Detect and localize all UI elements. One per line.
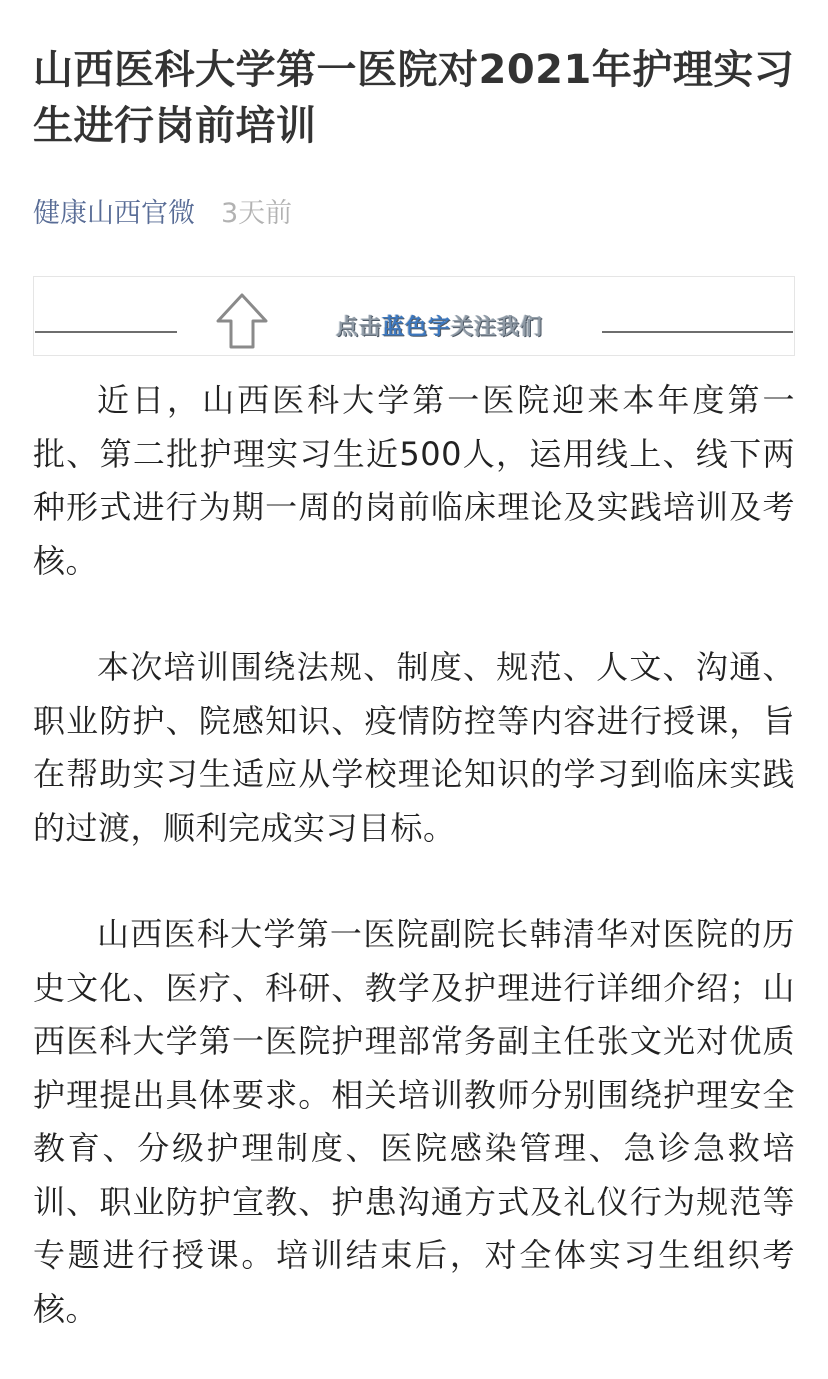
article-title: 山西医科大学第一医院对2021年护理实习生进行岗前培训 bbox=[33, 47, 795, 149]
follow-highlight: 蓝色字 bbox=[382, 315, 452, 340]
banner-divider-right bbox=[602, 331, 793, 333]
paragraph: 近日，山西医科大学第一医院迎来本年度第一批、第二批护理实习生近500人，运用线上、线下两种形式进行为期一周的岗前临床理论及实践培训及考核。 bbox=[33, 381, 795, 580]
publish-time: 3天前 bbox=[221, 197, 293, 229]
up-arrow-icon bbox=[214, 291, 270, 351]
follow-prefix: 点击 bbox=[336, 315, 383, 340]
article-meta bbox=[33, 192, 795, 228]
article-content bbox=[33, 374, 795, 1336]
banner-divider-left bbox=[35, 331, 177, 333]
follow-us-text bbox=[336, 313, 543, 343]
paragraph: 山西医科大学第一医院副院长韩清华对医院的历史文化、医疗、科研、教学及护理进行详细介绍；山西医科大学第一医院护理部常务副主任张文光对优质护理提出具体要求。相关培训教师分别围绕护理安全教育、分级护理制度、医院感染管理、急诊急救培训、职业防护宣教、护患沟通方式及礼仪行为规范等专题进行授课。培训结束后，对全体实习生组织考核。 bbox=[33, 915, 795, 1328]
follow-suffix: 关注我们 bbox=[451, 315, 544, 340]
paragraph: 本次培训围绕法规、制度、规范、人文、沟通、职业防护、院感知识、疫情防控等内容进行授课，旨在帮助实习生适应从学校理论知识的学习到临床实践的过渡，顺利完成实习目标。 bbox=[33, 648, 795, 847]
follow-banner[interactable] bbox=[33, 276, 795, 356]
author-link[interactable]: 健康山西官微 bbox=[33, 197, 195, 229]
